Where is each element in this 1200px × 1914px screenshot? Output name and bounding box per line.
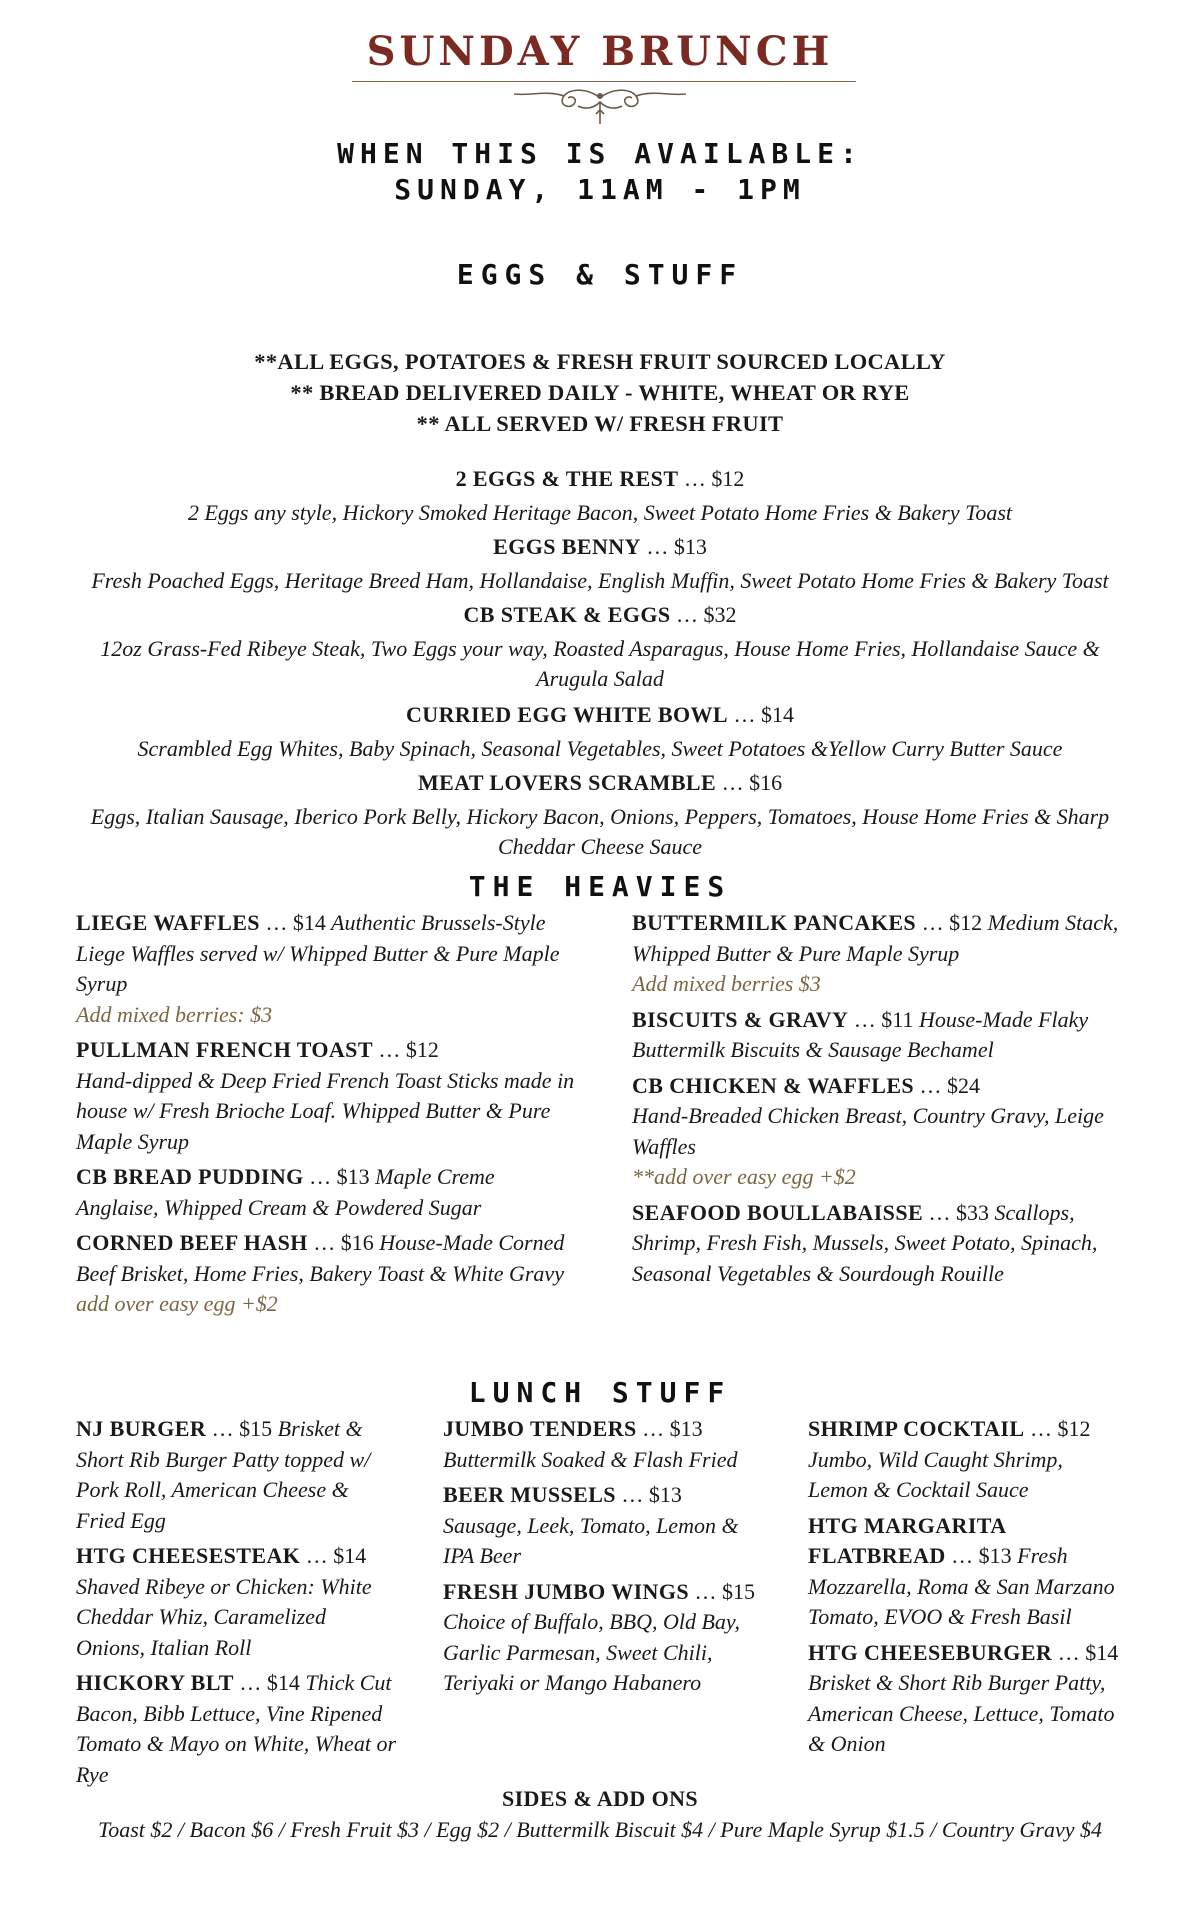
item-name: NJ BURGER xyxy=(76,1416,207,1441)
item-price: … $15 xyxy=(206,1416,273,1441)
menu-item xyxy=(443,1414,763,1475)
item-name: CB BREAD PUDDING xyxy=(76,1164,304,1189)
menu-item xyxy=(808,1414,1128,1506)
menu-item xyxy=(90,531,1110,596)
menu-item xyxy=(808,1638,1128,1760)
item-description: Sausage, Leek, Tomato, Lemon & IPA Beer xyxy=(443,1512,739,1568)
item-description: Choice of Buffalo, BBQ, Old Bay, Garlic Parmesan, Sweet Chili, Teriyaki or Mango Habanero xyxy=(443,1609,740,1695)
item-name: CB STEAK & EGGS xyxy=(463,602,671,627)
item-addon: Add mixed berries: $3 xyxy=(76,1001,273,1027)
item-addon: Add mixed berries $3 xyxy=(632,971,821,996)
item-name: HTG CHEESEBURGER xyxy=(808,1639,1053,1665)
item-description: Maple Creme Anglaise, Whipped Cream & Powdered Sugar xyxy=(76,1164,495,1220)
item-price: … $14 xyxy=(233,1670,300,1695)
item-description: Hand-dipped & Deep Fried French Toast Sticks made in house w/ Fresh Brioche Loaf. Whipped Butter & Pure Maple Syrup xyxy=(76,1067,575,1154)
menu-item xyxy=(76,908,576,1030)
menu-item xyxy=(90,699,1110,764)
item-price: … $24 xyxy=(914,1072,981,1098)
menu-title: SUNDAY BRUNCH xyxy=(366,28,834,75)
eggs-section-heading: EGGS & STUFF xyxy=(456,258,744,291)
heavies-left-column xyxy=(76,908,576,1325)
heavies-section-heading: THE HEAVIES xyxy=(468,870,732,903)
sides-list: Toast $2 / Bacon $6 / Fresh Fruit $3 / Egg $2 / Buttermilk Biscuit $4 / Pure Maple Syrup $1.5 / Country Gravy $4 xyxy=(98,1817,1102,1842)
menu-item xyxy=(632,1005,1132,1066)
item-name: MEAT LOVERS SCRAMBLE xyxy=(417,770,717,795)
sourcing-notes xyxy=(0,346,1200,439)
item-price: … $11 xyxy=(848,1006,914,1032)
item-description: Fresh Poached Eggs, Heritage Breed Ham, Hollandaise, English Muffin, Sweet Potato Home Fries & Bakery Toast xyxy=(91,568,1109,593)
item-description: Medium Stack, Whipped Butter & Pure Maple Syrup xyxy=(632,910,1119,966)
item-name: HICKORY BLT xyxy=(76,1670,234,1695)
menu-item xyxy=(76,1228,576,1320)
item-name: EGGS BENNY xyxy=(493,534,641,559)
item-name: FRESH JUMBO WINGS xyxy=(443,1578,689,1604)
item-price: … $33 xyxy=(923,1199,990,1225)
item-name: CURRIED EGG WHITE BOWL xyxy=(406,702,728,727)
item-price: … $13 xyxy=(945,1543,1012,1568)
menu-item xyxy=(632,908,1132,1000)
sides-heading: SIDES & ADD ONS xyxy=(501,1786,699,1811)
item-name: CORNED BEEF HASH xyxy=(76,1230,308,1255)
item-name: PULLMAN FRENCH TOAST xyxy=(76,1037,373,1062)
item-description: Brisket & Short Rib Burger Patty topped w/ Pork Roll, American Cheese & Fried Egg xyxy=(76,1416,371,1533)
menu-item xyxy=(90,767,1110,862)
item-name: HTG CHEESESTEAK xyxy=(76,1543,301,1568)
lunch-column-2 xyxy=(443,1414,763,1704)
menu-item xyxy=(443,1480,763,1572)
item-description: Eggs, Italian Sausage, Iberico Pork Belly, Hickory Bacon, Onions, Peppers, Tomatoes, House Home Fries & Sharp Cheddar Cheese Sauce xyxy=(90,804,1110,859)
item-description: Scallops, Shrimp, Fresh Fish, Mussels, Sweet Potato, Spinach, Seasonal Vegetables & Sourdough Rouille xyxy=(632,1199,1098,1286)
menu-item xyxy=(76,1414,396,1536)
item-price: … $12 xyxy=(916,910,983,935)
lunch-column-1 xyxy=(76,1414,396,1795)
item-price: … $14 xyxy=(1052,1639,1119,1665)
item-description: Buttermilk Soaked & Flash Fried xyxy=(443,1446,738,1472)
item-price: … $32 xyxy=(670,602,737,627)
item-price: … $13 xyxy=(636,1416,703,1441)
item-price: … $16 xyxy=(307,1230,374,1255)
menu-item xyxy=(90,599,1110,694)
item-description: Thick Cut Bacon, Bibb Lettuce, Vine Ripened Tomato & Mayo on White, Wheat or Rye xyxy=(76,1670,396,1787)
item-name: 2 EGGS & THE REST xyxy=(455,466,679,491)
item-name: BISCUITS & GRAVY xyxy=(632,1006,849,1032)
item-description: Scrambled Egg Whites, Baby Spinach, Seasonal Vegetables, Sweet Potatoes &Yellow Curry Butter Sauce xyxy=(137,736,1063,761)
note-line: ** BREAD DELIVERED DAILY - WHITE, WHEAT OR RYE xyxy=(290,380,910,405)
flourish-ornament-icon xyxy=(508,84,692,130)
item-name: HTG MARGARITA FLATBREAD xyxy=(808,1512,1006,1568)
item-price: … $16 xyxy=(716,770,783,795)
item-description: Hand-Breaded Chicken Breast, Country Gravy, Leige Waffles xyxy=(632,1103,1104,1159)
item-description: Brisket & Short Rib Burger Patty, American Cheese, Lettuce, Tomato & Onion xyxy=(808,1670,1115,1756)
item-price: … $13 xyxy=(303,1164,370,1189)
item-name: JUMBO TENDERS xyxy=(443,1416,637,1441)
item-price: … $15 xyxy=(689,1578,755,1604)
item-description: House-Made Flaky Buttermilk Biscuits & Sausage Bechamel xyxy=(632,1006,1089,1062)
item-name: SHRIMP COCKTAIL xyxy=(808,1416,1025,1441)
lunch-section-heading: LUNCH STUFF xyxy=(468,1376,732,1409)
item-name: BUTTERMILK PANCAKES xyxy=(632,910,917,935)
item-description: 2 Eggs any style, Hickory Smoked Heritage Bacon, Sweet Potato Home Fries & Bakery Toast xyxy=(187,500,1012,525)
item-price: … $12 xyxy=(372,1037,439,1062)
menu-item xyxy=(632,1071,1132,1193)
availability-notice xyxy=(0,136,1200,208)
item-name: LIEGE WAFFLES xyxy=(76,910,260,935)
item-name: BEER MUSSELS xyxy=(443,1482,616,1507)
item-addon: add over easy egg +$2 xyxy=(76,1291,278,1316)
menu-item xyxy=(632,1198,1132,1290)
menu-item xyxy=(76,1541,396,1663)
item-price: … $12 xyxy=(1024,1416,1091,1441)
item-description: 12oz Grass-Fed Ribeye Steak, Two Eggs your way, Roasted Asparagus, House Home Fries, Hollandaise Sauce & Arugula Salad xyxy=(100,636,1100,691)
item-description: Fresh Mozzarella, Roma & San Marzano Tomato, EVOO & Fresh Basil xyxy=(808,1543,1115,1629)
note-line: **ALL EGGS, POTATOES & FRESH FRUIT SOURCED LOCALLY xyxy=(254,349,946,374)
menu-item xyxy=(443,1577,763,1699)
item-description: Authentic Brussels-Style Liege Waffles served w/ Whipped Butter & Pure Maple Syrup xyxy=(76,910,560,996)
item-description: Shaved Ribeye or Chicken: White Cheddar Whiz, Caramelized Onions, Italian Roll xyxy=(76,1573,372,1660)
menu-item xyxy=(76,1162,576,1223)
item-price: … $14 xyxy=(300,1543,367,1568)
availability-line-2: SUNDAY, 11AM - 1PM xyxy=(394,173,806,206)
heavies-right-column xyxy=(632,908,1132,1294)
title-divider xyxy=(352,81,856,82)
item-description: Jumbo, Wild Caught Shrimp, Lemon & Cocktail Sauce xyxy=(808,1446,1063,1502)
item-price: … $14 xyxy=(727,702,794,727)
item-price: … $12 xyxy=(678,466,745,491)
lunch-column-3 xyxy=(808,1414,1128,1765)
menu-item xyxy=(76,1035,576,1157)
availability-line-1: WHEN THIS IS AVAILABLE: xyxy=(337,137,863,170)
item-price: … $14 xyxy=(259,910,326,935)
item-addon: **add over easy egg +$2 xyxy=(632,1164,856,1189)
menu-item xyxy=(76,1668,396,1790)
item-name: CB CHICKEN & WAFFLES xyxy=(632,1072,915,1098)
item-price: … $13 xyxy=(640,534,707,559)
item-description: House-Made Corned Beef Brisket, Home Fries, Bakery Toast & White Gravy xyxy=(76,1230,565,1286)
item-price: … $13 xyxy=(615,1482,682,1507)
item-name: SEAFOOD BOULLABAISSE xyxy=(632,1199,924,1225)
menu-item xyxy=(90,463,1110,528)
menu-item xyxy=(808,1511,1128,1633)
note-line: ** ALL SERVED W/ FRESH FRUIT xyxy=(416,411,784,436)
